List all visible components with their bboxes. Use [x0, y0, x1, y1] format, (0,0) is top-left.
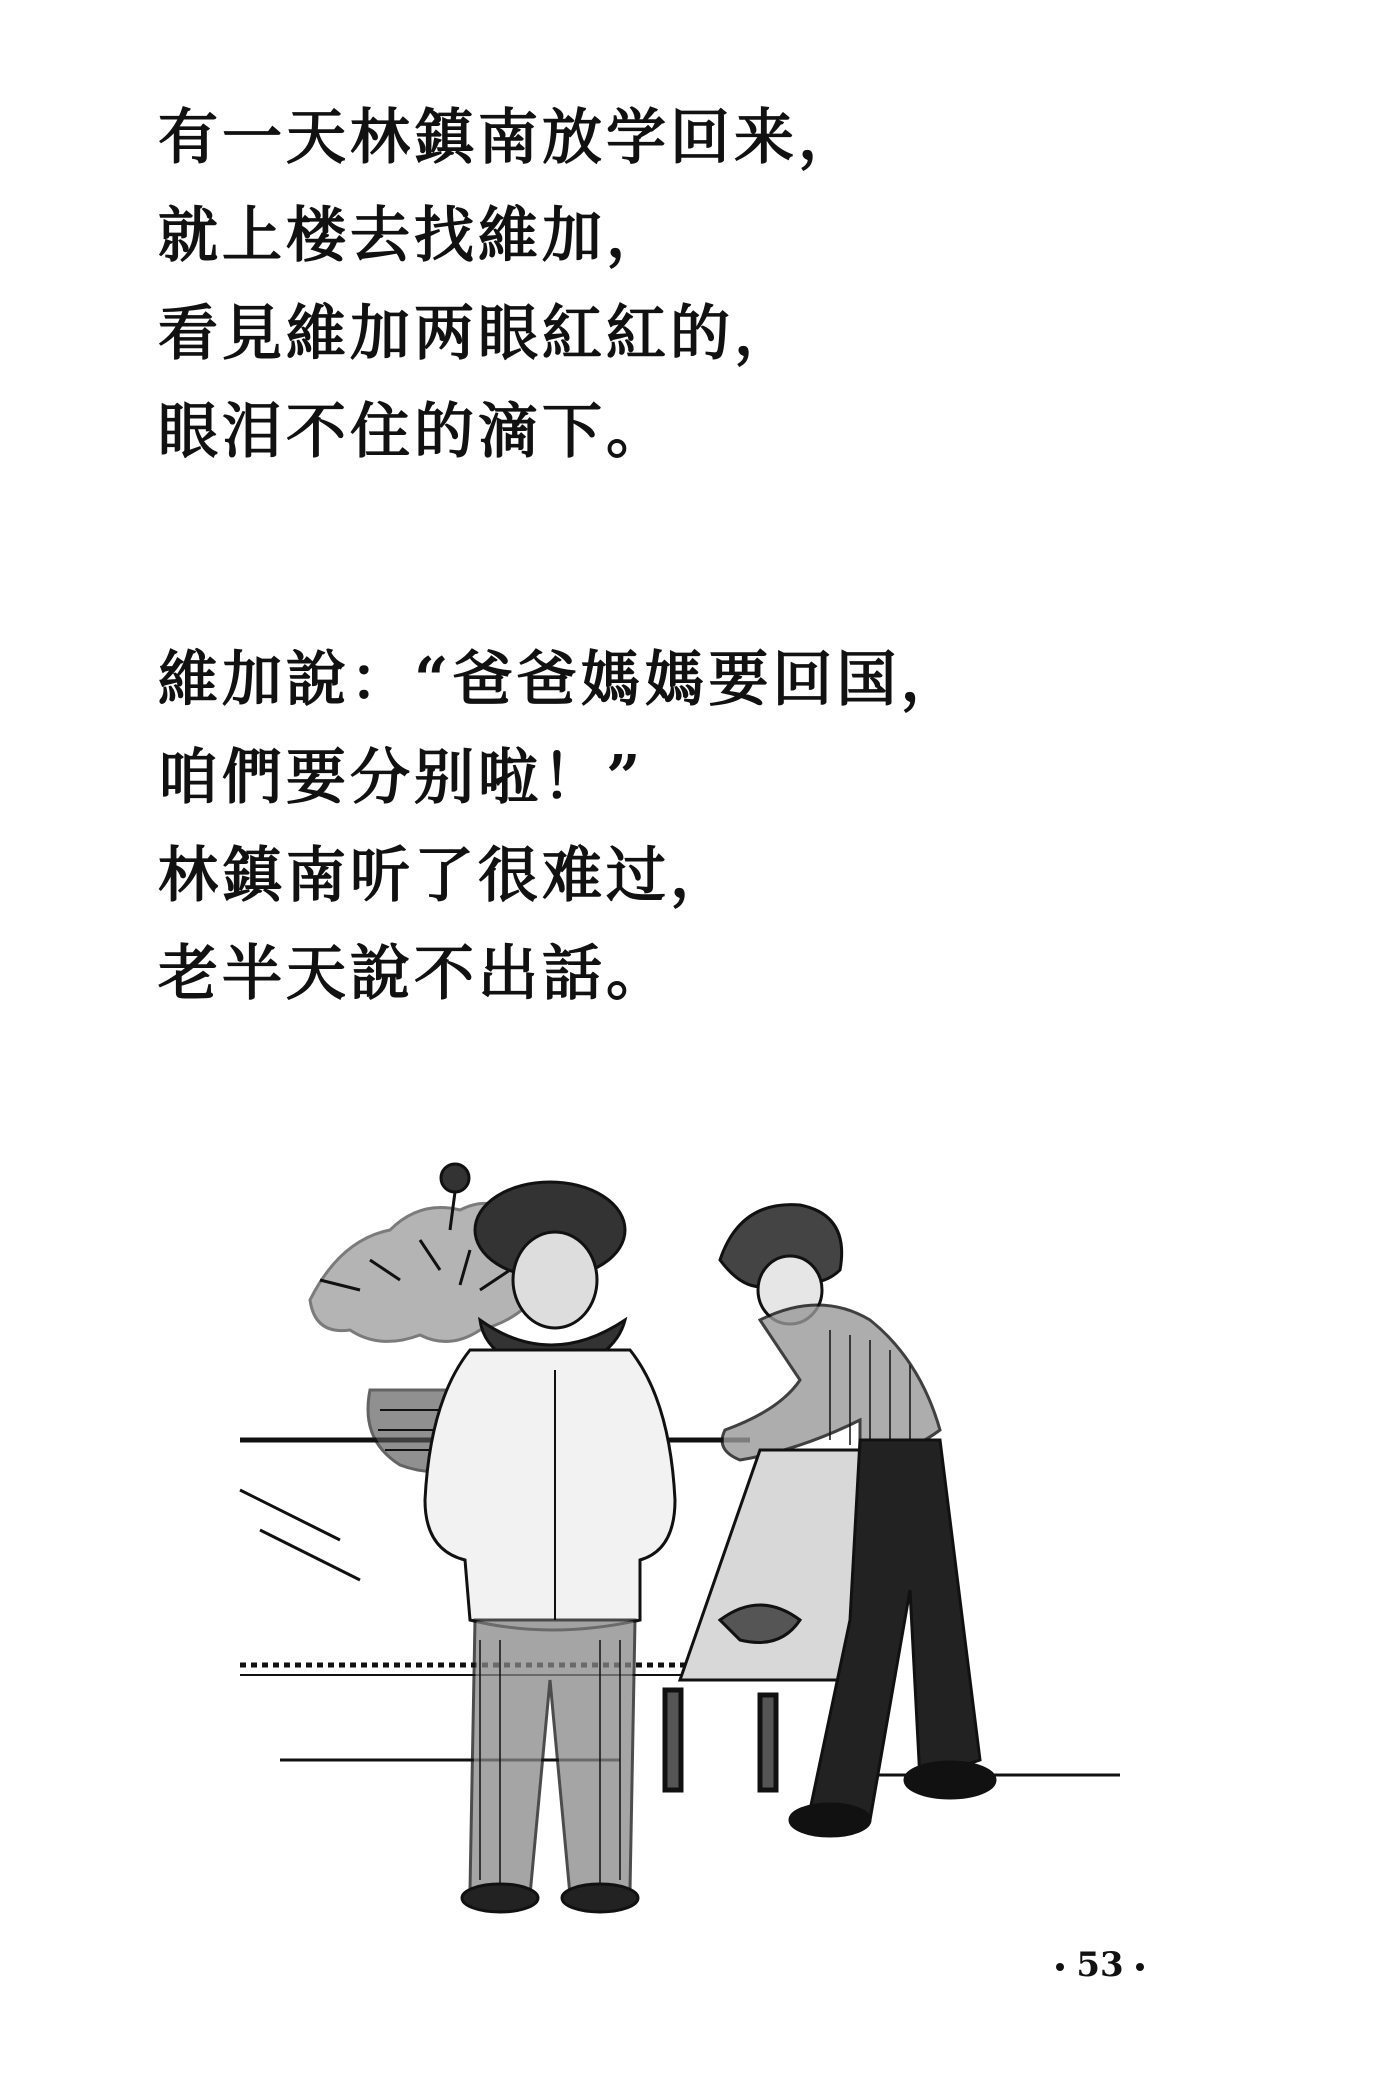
page-number: [1020, 1940, 1180, 1990]
text-line: 看見維加两眼紅紅的，: [158, 299, 798, 369]
text-line: 維加說：“爸爸媽媽要回国，: [158, 645, 965, 715]
page-number-text: 53: [1076, 1945, 1124, 1985]
girl-figure: [680, 1205, 995, 1836]
stanza-1: [158, 103, 862, 500]
text-line: 林鎮南听了很难过，: [158, 841, 734, 911]
bullet-icon: [1056, 1963, 1064, 1971]
text-line: 老半天說不出話。: [158, 939, 670, 1009]
text-line: 就上楼去找維加，: [158, 201, 670, 271]
text-line: 有一天林鎮南放学回来，: [158, 103, 862, 173]
text-line: 咱們要分别啦！”: [158, 743, 645, 813]
text-line: 眼泪不住的滴下。: [158, 397, 670, 467]
stool: [665, 1690, 776, 1790]
bullet-icon: [1136, 1963, 1144, 1971]
illustration: [220, 1120, 1140, 1920]
stanza-2: [158, 645, 965, 1042]
